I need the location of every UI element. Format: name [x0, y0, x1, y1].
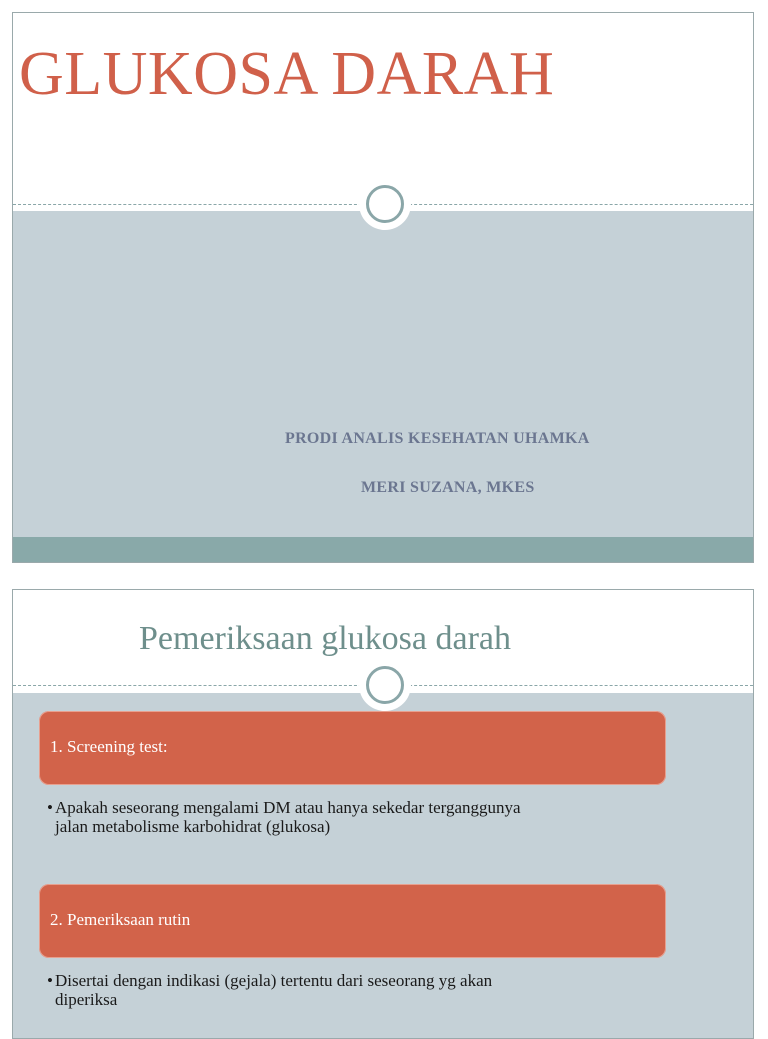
section-heading-box: [39, 884, 666, 958]
bullet-text-line: jalan metabolisme karbohidrat (glukosa): [55, 817, 331, 836]
bullet-text-line: Disertai dengan indikasi (gejala) tertentu dari seseorang yg akan: [55, 971, 493, 990]
title-slide: [12, 12, 754, 563]
bullet-icon: •: [47, 971, 53, 990]
bottom-band: [13, 537, 753, 563]
content-slide: [12, 589, 754, 1039]
section-heading: 2. Pemeriksaan rutin: [50, 910, 191, 929]
section-heading-box: [39, 711, 666, 785]
ring-ornament-icon: [359, 178, 411, 230]
bullet-item: [47, 798, 677, 836]
subtitle-author: MERI SUZANA, MKES: [361, 479, 535, 496]
subtitle-institution: PRODI ANALIS KESEHATAN UHAMKA: [285, 430, 590, 447]
bullet-text-line: diperiksa: [55, 990, 118, 1009]
ring-ornament-icon: [359, 659, 411, 711]
bullet-text-line: Apakah seseorang mengalami DM atau hanya sekedar terganggunya: [55, 798, 521, 817]
slide-title: GLUKOSA DARAH: [19, 40, 555, 108]
bullet-icon: •: [47, 798, 53, 817]
slide-title: Pemeriksaan glukosa darah: [139, 620, 511, 657]
section-heading: 1. Screening test:: [50, 737, 168, 756]
bullet-item: [47, 971, 677, 1009]
